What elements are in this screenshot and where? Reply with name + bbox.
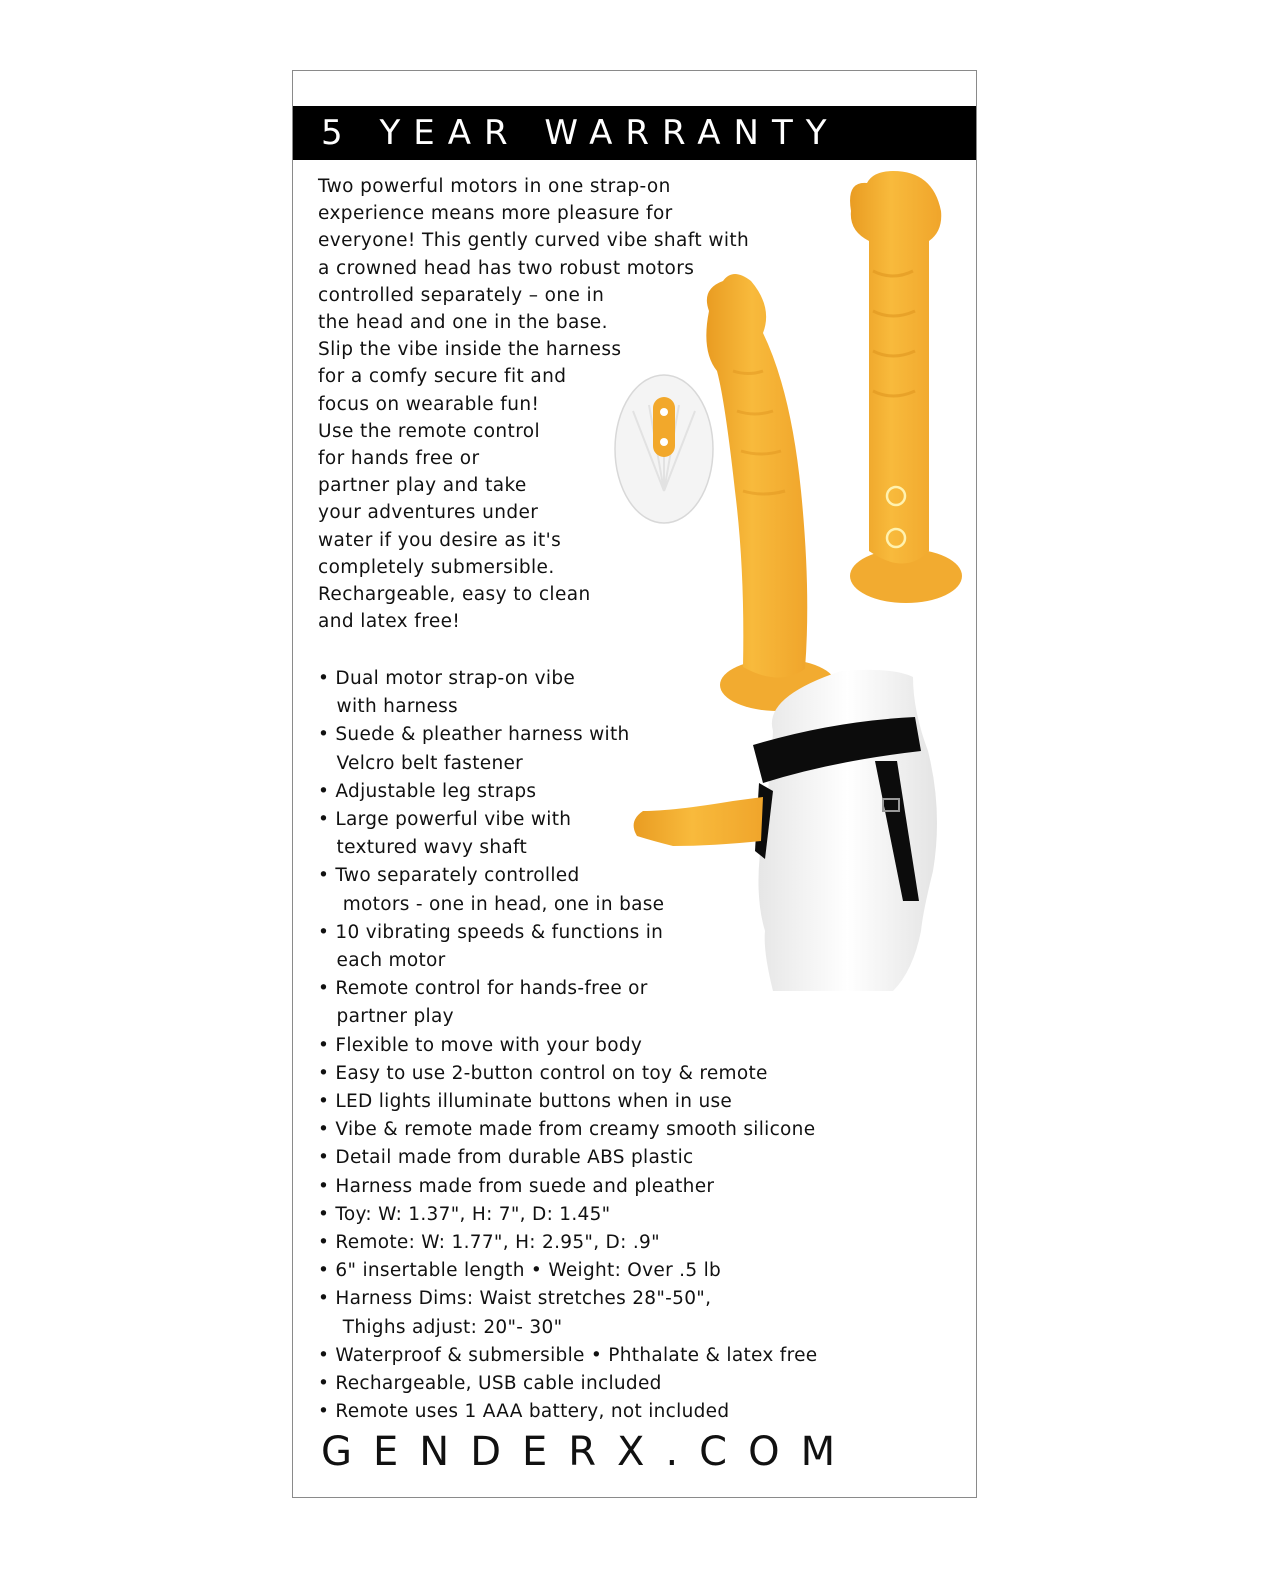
feature-item: • Remote uses 1 AAA battery, not included <box>318 1401 730 1423</box>
feature-item: • Suede & pleather harness with Velcro belt fastener <box>318 724 630 774</box>
feature-item: • Large powerful vibe with textured wavy shaft <box>318 809 572 859</box>
feature-item: • LED lights illuminate buttons when in use <box>318 1091 733 1113</box>
feature-item: • Vibe & remote made from creamy smooth silicone <box>318 1119 816 1141</box>
feature-item: • Waterproof & submersible • Phthalate & latex free <box>318 1344 818 1366</box>
feature-list <box>318 665 817 1426</box>
feature-item: • Adjustable leg straps <box>318 780 537 802</box>
feature-item: • Remote control for hands-free or partner play <box>318 978 648 1028</box>
product-description: Two powerful motors in one strap-on experience means more pleasure for everyone! This gently curved vibe shaft with a crowned head has two robust motors controlled separately – one in the head and one in the base. Slip the vibe inside the harness for a comfy secure fit and focus on wearable fun! Use the remote control for hands free or partner play and take your adventures under water if you desire as it's completely submersible. Rechargeable, easy to clean and latex free! <box>318 176 750 633</box>
brand-website: GENDERX.COM <box>321 1429 857 1475</box>
feature-item: • 6" insertable length • Weight: Over .5 lb <box>318 1260 722 1282</box>
feature-item: • Harness Dims: Waist stretches 28"-50", Thighs adjust: 20"- 30" <box>318 1288 712 1338</box>
straight-vibe-image <box>850 171 962 603</box>
warranty-banner: 5 YEAR WARRANTY <box>293 106 976 160</box>
product-card <box>292 70 977 1498</box>
feature-item: • Detail made from durable ABS plastic <box>318 1147 694 1169</box>
feature-item: • Flexible to move with your body <box>318 1034 643 1056</box>
feature-item: • Remote: W: 1.77", H: 2.95", D: .9" <box>318 1232 660 1254</box>
feature-item: • 10 vibrating speeds & functions in each motor <box>318 921 664 972</box>
feature-item: • Rechargeable, USB cable included <box>318 1373 662 1395</box>
feature-item: • Two separately controlled motors - one in head, one in base <box>318 865 665 915</box>
feature-item: • Easy to use 2-button control on toy & remote <box>318 1062 768 1084</box>
feature-item: • Dual motor strap-on vibe with harness <box>318 668 576 718</box>
feature-item: • Toy: W: 1.37", H: 7", D: 1.45" <box>318 1203 611 1225</box>
feature-item: • Harness made from suede and pleather <box>318 1175 715 1197</box>
